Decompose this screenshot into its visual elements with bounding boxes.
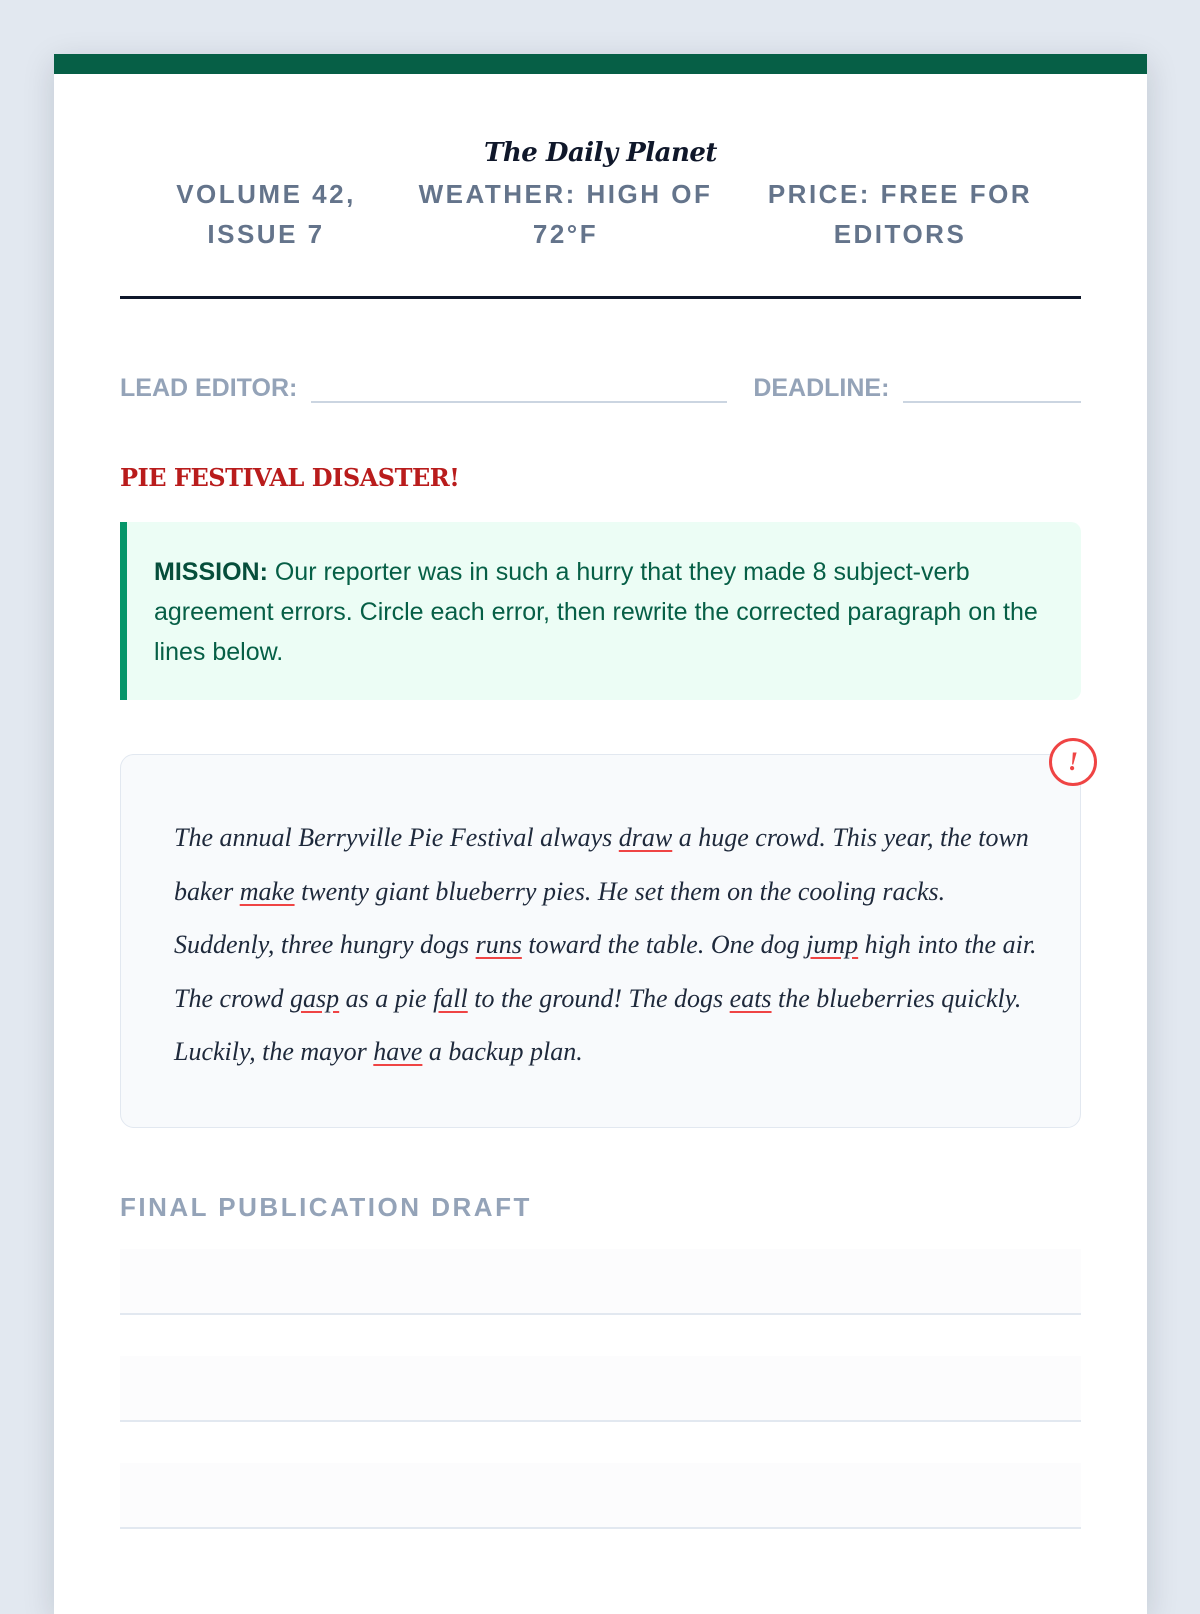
error-word[interactable]: jump	[806, 930, 859, 959]
alert-icon: !	[1049, 738, 1097, 786]
story-headline: PIE FESTIVAL DISASTER!	[120, 463, 460, 492]
masthead-divider	[120, 296, 1081, 299]
story-paragraph	[174, 811, 1040, 1079]
price: PRICE: FREE FOR EDITORS	[767, 179, 1033, 249]
story-text: toward the table. One dog	[521, 930, 807, 959]
top-accent-bar	[54, 54, 1147, 74]
weather: WEATHER: HIGH OF 72°F	[418, 179, 713, 249]
story-text: a huge crowd. This year, the town baker	[174, 823, 1029, 906]
error-word[interactable]: gasp	[290, 983, 340, 1013]
story-text: as a pie	[339, 983, 434, 1013]
draft-writing-lines	[120, 1249, 1081, 1529]
writing-line[interactable]	[120, 1356, 1081, 1422]
writing-line[interactable]	[120, 1463, 1081, 1529]
mission-box	[120, 522, 1081, 700]
volume-issue: VOLUME 42, ISSUE 7	[176, 179, 356, 249]
error-word[interactable]: runs	[475, 930, 522, 959]
mission-label: MISSION:	[154, 558, 268, 586]
mission-text: Our reporter was in such a hurry that they made 8 subject-verb agreement errors. Circle each error, then rewrite the corrected paragraph on the lines below.	[154, 558, 1038, 666]
story-text: high into the air. The crowd	[174, 930, 1037, 1013]
story-paragraph-box	[120, 747, 1081, 1128]
error-word[interactable]: have	[373, 1037, 423, 1066]
error-word[interactable]: fall	[433, 983, 468, 1013]
error-word[interactable]: make	[239, 876, 295, 906]
editor-fields	[120, 371, 1081, 403]
lead-editor-label: LEAD EDITOR:	[120, 374, 298, 402]
story-text: twenty giant blueberry pies. He set them on the cooling racks. Suddenly, three hungry dogs	[174, 876, 946, 959]
story-text: a backup plan.	[422, 1037, 583, 1066]
draft-section-title: FINAL PUBLICATION DRAFT	[120, 1192, 532, 1222]
writing-line[interactable]	[120, 1249, 1081, 1315]
error-word[interactable]: draw	[618, 823, 673, 852]
lead-editor-field[interactable]	[311, 371, 727, 403]
masthead	[120, 138, 1081, 254]
worksheet-page	[54, 54, 1147, 1614]
deadline-field[interactable]	[903, 371, 1081, 403]
newspaper-title: The Daily Planet	[484, 138, 717, 168]
masthead-meta	[120, 174, 1081, 254]
error-word[interactable]: eats	[729, 983, 772, 1013]
story-text: the blueberries quickly. Luckily, the mayor	[174, 983, 1022, 1066]
deadline-label: DEADLINE:	[753, 374, 890, 402]
story-text: to the ground! The dogs	[467, 983, 730, 1013]
story-text: The annual Berryville Pie Festival always	[174, 823, 619, 852]
